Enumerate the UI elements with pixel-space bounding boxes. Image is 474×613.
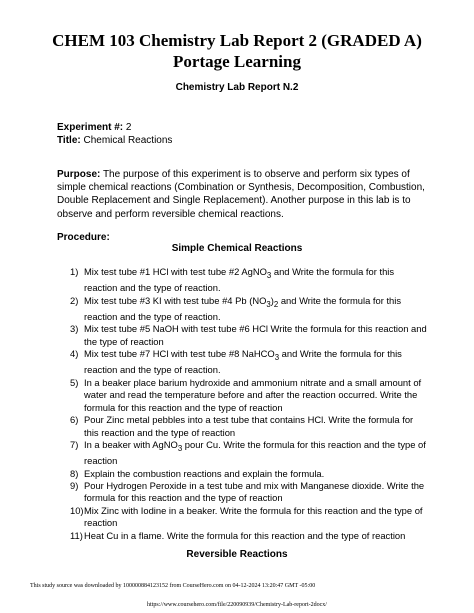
- procedure-list: [70, 266, 430, 542]
- procedure-item: [70, 505, 430, 530]
- procedure-item: [70, 295, 430, 324]
- experiment-label: Experiment #:: [57, 122, 124, 133]
- procedure-item-number: 10): [70, 504, 84, 516]
- simple-reactions-heading: Simple Chemical Reactions: [171, 243, 303, 254]
- procedure-item-text: Pour Zinc metal pebbles into a test tube that contains HCl. Write the formula for this reaction and the type of reaction: [84, 414, 414, 438]
- procedure-item: [70, 414, 430, 439]
- purpose-text: The purpose of this experiment is to observe and perform six types of simple chemical reactions (Combination or Synthesis, Decomposition, Combustion, Double Replacement and Single Replacement). Another purpose in this lab is to observe and perform reversible chemical reactions.: [57, 169, 425, 220]
- reversible-reactions-heading: Reversible Reactions: [186, 549, 288, 560]
- procedure-item-number: 2): [70, 294, 79, 306]
- procedure-item: [70, 377, 430, 414]
- experiment-value: 2: [125, 122, 132, 133]
- procedure-item: [70, 468, 430, 480]
- footer-url[interactable]: https://www.coursehero.com/file/220090939/Chemistry-Lab-report-2docx/: [147, 602, 327, 608]
- procedure-item-number: 11): [70, 529, 83, 541]
- procedure-item-number: 7): [70, 438, 79, 450]
- procedure-item: [70, 266, 430, 295]
- document-title: [0, 30, 474, 72]
- title-label: Title:: [57, 135, 81, 146]
- report-subtitle: Chemistry Lab Report N.2: [175, 82, 299, 93]
- procedure-item-number: 8): [70, 467, 79, 479]
- procedure-item-number: 1): [70, 266, 79, 277]
- procedure-item-number: 6): [70, 414, 79, 426]
- procedure-item-number: 5): [70, 376, 79, 388]
- procedure-item-text: Mix test tube #7 HCl with test tube #8 NaHCO$_3$ and Write the formula for this reaction and the type of reaction.: [84, 348, 402, 376]
- procedure-item-number: 3): [70, 323, 79, 335]
- procedure-item-text: Mix test tube #1 HCl with test tube #2 AgNO$_3$ and Write the formula for this reaction and the type of reaction.: [84, 266, 395, 294]
- procedure-item-text: Mix test tube #5 NaOH with test tube #6 HCl Write the formula for this reaction and the type of reaction: [84, 323, 427, 347]
- document-title-line-2: Portage Learning: [173, 52, 301, 71]
- procedure-item-text: Explain the combustion reactions and explain the formula.: [84, 467, 325, 479]
- procedure-item-number: 9): [70, 480, 79, 491]
- procedure-item-text: Heat Cu in a flame. Write the formula for this reaction and the type of reaction: [84, 529, 406, 541]
- title-line: [57, 134, 427, 147]
- experiment-line: [57, 121, 427, 134]
- procedure-item-text: Mix test tube #3 KI with test tube #4 Pb $(NO_3)_2$ and Write the formula for this reaction and the type of reaction.: [84, 294, 402, 322]
- procedure-item: [70, 480, 430, 505]
- purpose-label: Purpose:: [57, 169, 101, 180]
- procedure-item: [70, 323, 430, 348]
- procedure-item: [70, 530, 430, 542]
- procedure-item: [70, 348, 430, 377]
- procedure-item: [70, 439, 430, 468]
- document-title-line-1: CHEM 103 Chemistry Lab Report 2 (GRADED A): [52, 31, 422, 50]
- procedure-item-text: Mix Zinc with Iodine in a beaker. Write the formula for this reaction and the type of reaction: [84, 504, 423, 529]
- title-value: Chemical Reactions: [83, 135, 173, 146]
- procedure-label: Procedure:: [57, 232, 110, 243]
- purpose-paragraph: [57, 168, 427, 221]
- procedure-item-text: Pour Hydrogen Peroxide in a test tube and mix with Manganese dioxide. Write the formula for this reaction and the type of reaction: [84, 480, 425, 504]
- procedure-item-number: 4): [70, 348, 79, 360]
- footer-source-note: This study source was downloaded by 100000884123152 from CourseHero.com on 04-12-2024 13:20:47 GMT -05:00: [30, 583, 316, 589]
- procedure-item-text: In a beaker with AgNO$_3$ pour Cu. Write the formula for this reaction and the type of reaction: [84, 438, 426, 467]
- procedure-item-text: In a beaker place barium hydroxide and ammonium nitrate and a small amount of water and read the temperature before and after the reaction occurred. Write the formula for this reaction and the type of reaction: [84, 376, 422, 413]
